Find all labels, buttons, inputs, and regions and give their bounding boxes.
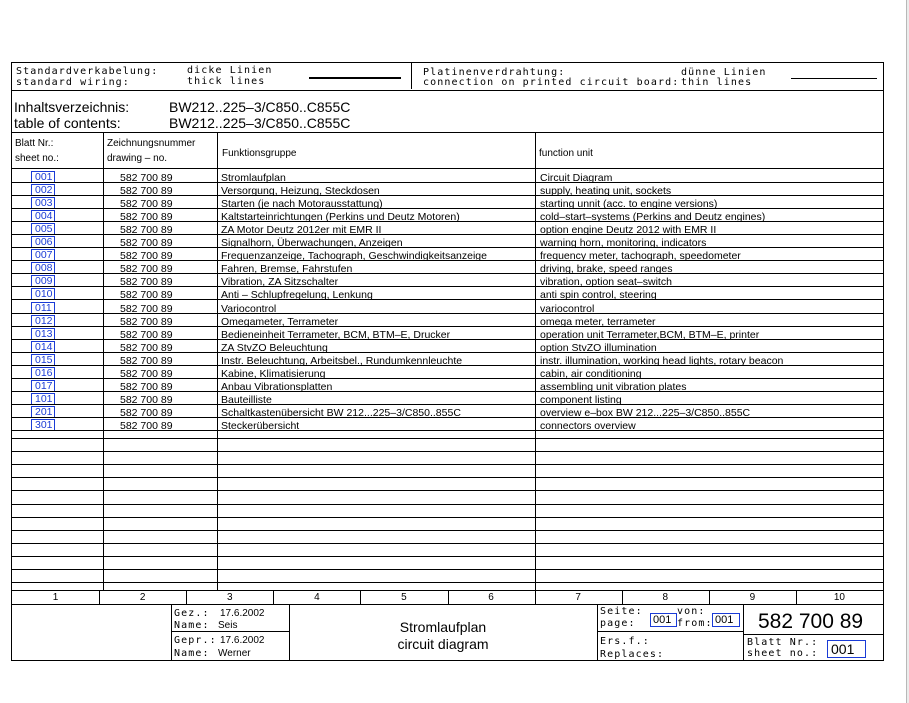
row-function-group: Omegameter, Terrameter xyxy=(221,315,339,328)
checked-date-label: Gepr.: xyxy=(174,635,217,646)
row-function-unit: cabin, air conditioning xyxy=(540,367,642,380)
row-function-group: Anti – Schlupfregelung, Lenkung xyxy=(221,289,373,302)
document-title-en: circuit diagram xyxy=(397,636,489,652)
row-function-unit: Circuit Diagram xyxy=(540,172,613,184)
thin-line-sample xyxy=(791,78,877,79)
row-function-unit: option engine Deutz 2012 with EMR II xyxy=(540,224,717,237)
grid-number: 6 xyxy=(488,592,494,603)
empty-row-line xyxy=(12,517,883,518)
table-row xyxy=(12,353,883,366)
row-drawing-number: 582 700 89 xyxy=(120,354,173,367)
checked-date: 17.6.2002 xyxy=(220,635,265,646)
table-row xyxy=(12,170,883,183)
col-header-drawing-en: drawing – no. xyxy=(107,153,168,164)
row-function-unit: anti spin control, steering xyxy=(540,289,657,302)
page-total: 001 xyxy=(715,614,734,626)
empty-row-line xyxy=(12,504,883,505)
table-row xyxy=(12,274,883,287)
page-number: 001 xyxy=(653,614,672,626)
table-row xyxy=(12,314,883,327)
grid-number: 2 xyxy=(139,592,146,603)
table-row xyxy=(12,327,883,340)
row-drawing-number: 582 700 89 xyxy=(120,419,173,432)
pcb-wiring-label-de: Platinenverdrahtung: xyxy=(423,67,566,78)
empty-row-line xyxy=(12,569,883,570)
replaces-label-de: Ers.f.: xyxy=(600,636,650,647)
grid-divider xyxy=(535,590,536,604)
row-drawing-number: 582 700 89 xyxy=(120,367,173,380)
table-row xyxy=(12,196,883,209)
page-number-box[interactable] xyxy=(650,613,677,627)
row-drawing-number: 582 700 89 xyxy=(120,250,173,263)
sheet-number-box[interactable] xyxy=(827,640,866,658)
row-drawing-number: 582 700 89 xyxy=(120,276,173,289)
checked-name-label: Name: xyxy=(174,648,210,659)
empty-row-line xyxy=(12,582,883,583)
grid-divider xyxy=(622,590,623,604)
table-row xyxy=(12,392,883,405)
sheet-link[interactable]: 009 xyxy=(31,275,55,287)
table-row xyxy=(12,379,883,392)
grid-number: 10 xyxy=(833,592,845,603)
table-row xyxy=(12,287,883,300)
sheet-link[interactable]: 012 xyxy=(31,315,55,327)
table-row xyxy=(12,261,883,274)
grid-number: 9 xyxy=(749,592,756,603)
row-function-group: Starten (je nach Motorausstattung) xyxy=(221,198,383,211)
table-row xyxy=(12,405,883,418)
row-drawing-number: 582 700 89 xyxy=(120,315,173,328)
sheet-link[interactable]: 016 xyxy=(31,367,55,379)
grid-number: 3 xyxy=(226,592,233,603)
row-drawing-number: 582 700 89 xyxy=(120,263,173,276)
row-function-group: Kabine, Klimatisierung xyxy=(221,367,326,380)
thin-lines-label-en: thin lines xyxy=(681,77,753,88)
sheet-link[interactable]: 015 xyxy=(31,354,55,366)
row-function-group: Bedieneinheit Terrameter, BCM, BTM–E, Drucker xyxy=(221,328,451,341)
from-label-en: from: xyxy=(677,618,713,629)
row-drawing-number: 582 700 89 xyxy=(120,185,173,198)
sheet-number: 001 xyxy=(831,641,855,657)
row-function-group: Anbau Vibrationsplatten xyxy=(221,380,333,393)
col-header-function-unit: function unit xyxy=(539,148,593,159)
grid-divider xyxy=(99,590,100,604)
row-drawing-number: 582 700 89 xyxy=(120,406,173,419)
row-function-group: Frequenzanzeige, Tachograph, Geschwindigkeitsanzeige xyxy=(221,250,487,263)
pcb-wiring-label-en: connection on printed circuit board: xyxy=(423,77,680,88)
row-function-unit: connectors overview xyxy=(540,419,636,432)
empty-row-line xyxy=(12,543,883,544)
row-drawing-number: 582 700 89 xyxy=(120,289,173,302)
row-drawing-number: 582 700 89 xyxy=(120,172,173,184)
table-row xyxy=(12,222,883,235)
page-label-en: page: xyxy=(600,618,636,629)
sheet-link[interactable]: 017 xyxy=(31,380,55,392)
grid-number: 8 xyxy=(662,592,669,603)
row-drawing-number: 582 700 89 xyxy=(120,237,173,250)
row-function-group: Vibration, ZA Sitzschalter xyxy=(221,276,339,289)
drawing-frame xyxy=(11,62,884,661)
checked-name: Werner xyxy=(218,648,251,659)
sheet-link[interactable]: 014 xyxy=(31,341,55,353)
row-function-group: ZA StvZO Beleuchtung xyxy=(221,341,328,354)
sheet-link[interactable]: 013 xyxy=(31,328,55,340)
row-drawing-number: 582 700 89 xyxy=(120,341,173,354)
created-name: Seis xyxy=(218,620,238,631)
grid-number: 1 xyxy=(52,592,59,603)
sheet-link[interactable]: 004 xyxy=(31,210,55,222)
row-function-unit: supply, heating unit, sockets xyxy=(540,185,672,198)
row-function-unit: component listing xyxy=(540,393,622,406)
row-function-group: Signalhorn, Überwachungen, Anzeigen xyxy=(221,237,403,250)
row-drawing-number: 582 700 89 xyxy=(120,328,173,341)
row-function-unit: overview e–box BW 212...225–3/C850..855C xyxy=(540,406,751,419)
created-name-label: Name: xyxy=(174,620,210,631)
row-drawing-number: 582 700 89 xyxy=(120,198,173,211)
table-row xyxy=(12,209,883,222)
row-function-group: Versorgung, Heizung, Steckdosen xyxy=(221,185,380,198)
grid-number: 5 xyxy=(401,592,407,603)
grid-divider xyxy=(709,590,710,604)
row-function-unit: driving, brake, speed ranges xyxy=(540,263,673,276)
row-function-group: ZA Motor Deutz 2012er mit EMR II xyxy=(221,224,382,237)
table-row xyxy=(12,183,883,196)
sheet-link[interactable]: 005 xyxy=(31,223,55,235)
row-function-unit: assembling unit vibration plates xyxy=(540,380,687,393)
col-header-sheet-de: Blatt Nr.: xyxy=(15,138,54,149)
table-row xyxy=(12,340,883,353)
thick-lines-label-en: thick lines xyxy=(187,76,266,87)
toc-model-en: BW212..225–3/C850..C855C xyxy=(169,115,351,131)
table-row xyxy=(12,248,883,261)
row-function-group: Kaltstarteinrichtungen (Perkins und Deutz Motoren) xyxy=(221,211,460,224)
table-row xyxy=(12,301,883,314)
grid-divider xyxy=(273,590,274,604)
toc-model-de: BW212..225–3/C850..C855C xyxy=(169,99,351,115)
empty-row-line xyxy=(12,438,883,439)
row-function-unit: frequency meter, tachograph, speedometer xyxy=(540,250,741,263)
grid-divider xyxy=(186,590,187,604)
toc-title-de: Inhaltsverzeichnis: xyxy=(14,99,130,115)
col-header-drawing-de: Zeichnungsnummer xyxy=(107,138,196,149)
sheet-link[interactable]: 010 xyxy=(31,288,55,300)
table-row xyxy=(12,418,883,431)
col-header-function-group: Funktionsgruppe xyxy=(222,148,297,159)
empty-row-line xyxy=(12,451,883,452)
replaces-label-en: Replaces: xyxy=(600,649,665,660)
grid-divider xyxy=(448,590,449,604)
row-function-unit: omega meter, terrameter xyxy=(540,315,656,328)
row-function-unit: vibration, option seat–switch xyxy=(540,276,672,289)
empty-row-line xyxy=(12,490,883,491)
row-function-unit: starting unnit (acc. to engine versions) xyxy=(540,198,718,211)
page-total-box[interactable] xyxy=(712,613,740,627)
row-divider xyxy=(12,430,883,431)
thick-lines-label-de: dicke Linien xyxy=(187,65,273,76)
row-drawing-number: 582 700 89 xyxy=(120,380,173,393)
row-function-unit: instr. illumination, working head lights, rotary beacon xyxy=(540,354,784,367)
row-function-group: Fahren, Bremse, Fahrstufen xyxy=(221,263,353,276)
row-function-unit: operation unit Terrameter,BCM, BTM–E, printer xyxy=(540,328,760,341)
table-row xyxy=(12,366,883,379)
from-label-de: von: xyxy=(677,606,706,617)
empty-row-line xyxy=(12,477,883,478)
empty-row-line xyxy=(12,556,883,557)
row-function-group: Stromlaufplan xyxy=(221,172,286,184)
row-function-unit: cold–start–systems (Perkins and Deutz engines) xyxy=(540,211,766,224)
row-function-group: Steckerübersicht xyxy=(221,419,300,432)
row-function-group: Bauteilliste xyxy=(221,393,272,406)
empty-row-line xyxy=(12,464,883,465)
row-function-group: Variocontrol xyxy=(221,302,277,315)
sheet-link[interactable]: 301 xyxy=(31,419,55,431)
sheet-link[interactable]: 006 xyxy=(31,236,55,248)
row-function-unit: option StvZO illumination xyxy=(540,341,657,354)
sheet-link[interactable]: 201 xyxy=(31,406,55,418)
row-drawing-number: 582 700 89 xyxy=(120,224,173,237)
grid-divider xyxy=(796,590,797,604)
sheet-no-label-en: sheet no.: xyxy=(747,648,819,659)
sheet-link[interactable]: 008 xyxy=(31,262,55,274)
thin-lines-label-de: dünne Linien xyxy=(681,67,767,78)
standard-wiring-label-en: standard wiring: xyxy=(16,77,130,88)
sheet-link[interactable]: 007 xyxy=(31,249,55,261)
empty-row-line xyxy=(12,530,883,531)
thick-line-sample xyxy=(309,77,401,79)
table-row xyxy=(12,235,883,248)
standard-wiring-label-de: Standardverkabelung: xyxy=(16,66,159,77)
row-function-unit: variocontrol xyxy=(540,302,595,315)
sheet-link[interactable]: 101 xyxy=(31,393,55,405)
document-title-de: Stromlaufplan xyxy=(399,619,487,635)
sheet-link[interactable]: 001 xyxy=(31,171,55,183)
page-label-de: Seite: xyxy=(600,606,643,617)
row-drawing-number: 582 700 89 xyxy=(120,211,173,224)
row-function-unit: warning horn, monitoring, indicators xyxy=(540,237,707,250)
sheet-link[interactable]: 003 xyxy=(31,197,55,209)
sheet-link[interactable]: 011 xyxy=(31,302,55,314)
row-function-group: Instr. Beleuchtung, Arbeitsbel., Rundumkennleuchte xyxy=(221,354,463,367)
col-header-sheet-en: sheet no.: xyxy=(15,153,59,164)
row-function-group: Schaltkastenübersicht BW 212...225–3/C850..855C xyxy=(221,406,461,419)
row-drawing-number: 582 700 89 xyxy=(120,393,173,406)
grid-divider xyxy=(360,590,361,604)
sheet-no-label-de: Blatt Nr.: xyxy=(747,637,819,648)
row-drawing-number: 582 700 89 xyxy=(120,302,173,315)
sheet-link[interactable]: 002 xyxy=(31,184,55,196)
grid-number: 4 xyxy=(314,592,320,603)
grid-number: 7 xyxy=(575,592,581,603)
drawing-number: 582 700 89 xyxy=(758,610,864,633)
created-date: 17.6.2002 xyxy=(220,608,265,619)
created-date-label: Gez.: xyxy=(174,608,210,619)
toc-title-en: table of contents: xyxy=(14,115,121,131)
